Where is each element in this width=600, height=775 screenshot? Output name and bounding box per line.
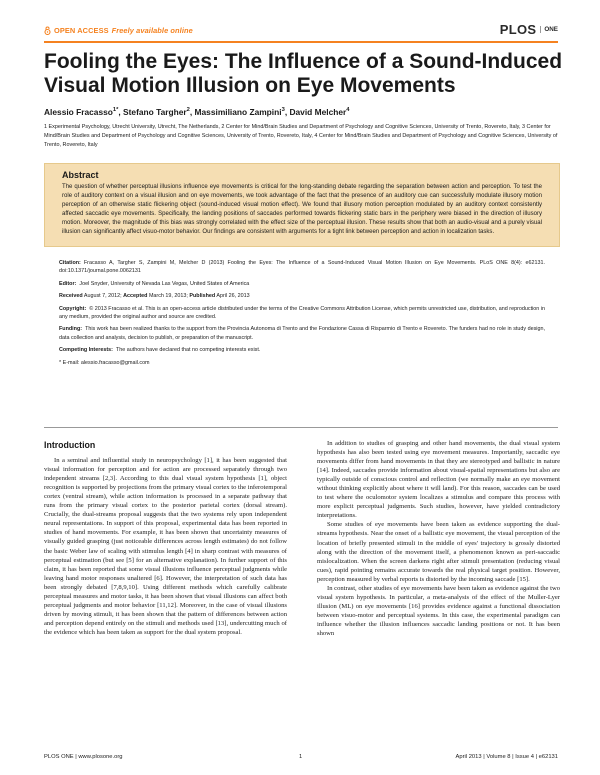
citation-block bbox=[59, 259, 545, 276]
plos-one-subtext: ONE bbox=[540, 26, 558, 33]
author-name[interactable]: Alessio Fracasso bbox=[44, 107, 113, 117]
competing-interests-block bbox=[59, 346, 545, 354]
abstract-text: The question of whether perceptual illusions influence eye movements is critical for the long-standing debate regarding the separation between action and perception. To test the role of auditory context on a visual illusion and on eye movements, we took advantage of the fact that the presence of an auditory cue can successfully modulate illusory motion perception of an otherwise static flickering object (sound-induced visual motion effect). We found that illusory motion perception modulated by an auditory context consistently affected saccadic eye movements. Specifically, the landing positions of saccades performed towards flickering static bars in the periphery were biased in the direction of illusory motion. Moreover, the magnitude of this bias was strongly correlated with the effect size of the perceptual illusion. These results show that both an audio-visual and a purely visual illusion can significantly affect visuo-motor behavior. Our findings are consistent with arguments for a tight link between perception and action in localization tasks. bbox=[62, 184, 542, 236]
funding-label: Funding: bbox=[59, 326, 83, 333]
open-access-badge bbox=[44, 26, 193, 35]
plos-logo-text: PLOS bbox=[499, 22, 537, 37]
section-divider bbox=[44, 427, 558, 428]
author-affiliation-mark: 3 bbox=[281, 107, 285, 114]
abstract-heading: Abstract bbox=[62, 170, 99, 180]
footer-issue-info: April 2013 | Volume 8 | Issue 4 | e62131 bbox=[455, 754, 558, 760]
copyright-label: Copyright: bbox=[59, 305, 87, 312]
copyright-text: © 2013 Fracasso et al. This is an open-access article distributed under the terms of the Creative Commons Attribution License, which permits unrestricted use, distribution, and reproduction in any medium, provided the original author and source are credited. bbox=[59, 305, 545, 321]
author-affiliation-mark: 1* bbox=[112, 107, 119, 114]
body-column-right bbox=[317, 439, 560, 638]
header-rule bbox=[44, 41, 558, 43]
received-date: August 7, 2012; bbox=[83, 293, 122, 300]
accepted-date: March 19, 2013; bbox=[148, 293, 188, 300]
published-date: April 26, 2013 bbox=[216, 293, 250, 300]
introduction-heading: Introduction bbox=[44, 440, 96, 450]
author-name[interactable]: David Melcher bbox=[289, 107, 347, 117]
body-paragraph: In addition to studies of grasping and other hand movements, the dual visual system hypothesis has also been tested using eye movement measures. Importantly, saccadic eye movements differ from hand movements in that they are stereotyped and ballistic in nature [14]. Indeed, saccades provide information about visual-spatial representations but also are typically outside of conscious control and reflection (we normally make an eye movement without thinking explicitly about where it will land). For this reason, saccades can be used to test where the oculomotor system localizes a stimulus and compare this process with more explicit perceptual judgments. Such studies, however, have yielded contradictory interpretations. bbox=[317, 440, 560, 520]
body-paragraph: In a seminal and influential study in neuropsychology [1], it has been suggested that visual information for perception and for action are processed separately through two independent streams [2,3]. According to this dual visual system hypothesis [1], object recognition is supported by projections from the primary visual cortex to the inferotemporal cortex (ventral stream), while action information is processed in a separate pathway that runs from the primary visual cortex to the posterior parietal cortex (dorsal stream). Crucially, the dual-streams proposal suggests that the two systems rely upon independent neural representations. In support of this proposal, experimental data has been reported in studies of hand movements. For example, it has been shown that uncertainty measures of visually guided grasping (just noticeable differences across length estimates) do not follow the basic Weber law of scaling with stimulus length [4] in sharp contrast with measures of perceptual estimation (but see [5] for an alternative explanation). In further support of this claim, it has been reported that some visual illusions influence perceptual judgments while leaving hand motor responses unaltered [6]. However, the interpretation of such data has been strongly debated [7,8,9,10]. Using different methods which carefully calibrate perceptual measures and motor tasks, it has been shown that visual illusions can affect both perceptual judgments and motor behavior [11,12]. Moreover, in the case of visual illusions driven by moving stimuli, it has been shown that the pattern of differences between action and perception depend entirely on the stimuli and methods used [13], undercutting much of the evidence which has been taken as support for the dual system proposal. bbox=[44, 457, 287, 636]
published-label: Published bbox=[189, 293, 216, 300]
article-title bbox=[44, 50, 564, 97]
affiliations: 1 Experimental Psychology, Utrecht University, Utrecht, The Netherlands, 2 Center for Mind/Brain Studies and Department of Psychology and Cognitive Sciences, University of Trento, Rovereto, Italy, 3 Center for Mind/Brain Studies and Department of Psychology and Cognitive Sciences, University of Trento, Rovereto, Italy, 4 Center for Mind/Brain Studies and Department of Psychology and Cognitive Sciences, University of Trento, Rovereto, Italy bbox=[44, 124, 558, 149]
editor-block bbox=[59, 280, 545, 288]
editor-text: Joel Snyder, University of Nevada Las Vegas, United States of America bbox=[79, 280, 250, 287]
author-affiliation-mark: 2 bbox=[186, 107, 190, 114]
footer-journal-url[interactable]: PLOS ONE | www.plosone.org bbox=[44, 754, 123, 760]
funding-block bbox=[59, 325, 545, 342]
author-name[interactable]: Stefano Targher bbox=[123, 107, 187, 117]
page-number: 1 bbox=[299, 754, 303, 760]
plos-one-logo[interactable] bbox=[500, 22, 558, 37]
received-label: Received bbox=[59, 293, 83, 300]
editor-label: Editor: bbox=[59, 280, 77, 287]
funding-text: This work has been realized thanks to the support from the Provincia Autonoma di Trento and the Fondazione Cassa di Risparmio di Trento e Rovereto. The funders had no role in study design, data collection and analysis, decision to publish, or preparation of the manuscript. bbox=[59, 326, 545, 341]
body-column-left bbox=[44, 441, 287, 637]
freely-available-label: Freely available online bbox=[111, 26, 193, 35]
open-access-lock-icon bbox=[44, 26, 51, 35]
competing-interests-text: The authors have declared that no competing interests exist. bbox=[115, 347, 261, 354]
email-line[interactable]: * E-mail: alessio.fracasso@gmail.com bbox=[59, 359, 150, 366]
author-affiliation-mark: 4 bbox=[346, 107, 350, 114]
dates-block bbox=[59, 292, 545, 300]
title-line-1: Fooling the Eyes: The Influence of a Sound-Induced bbox=[44, 50, 563, 73]
title-line-2: Visual Motion Illusion on Eye Movements bbox=[44, 73, 456, 97]
body-paragraph: Some studies of eye movements have been taken as evidence supporting the dual-streams hypothesis. Near the onset of a ballistic eye movement, the visual perception of the location of briefly presented stimuli in the middle of eyes' trajectory is grossly distorted along with the direction of the movement itself, a phenomenon known as peri-saccadic mislocalization. When the screen darkens right after stimuli presentation (reducing visual cues), rapid pointing remains accurate towards the real physical target position. However, perception measured by verbal reports is distorted by the incoming saccade [15]. bbox=[317, 521, 560, 583]
copyright-block bbox=[59, 305, 545, 322]
citation-text: Fracasso A, Targher S, Zampini M, Melcher D (2013) Fooling the Eyes: The Influence of a Sound-Induced Visual Motion Illusion on Eye Movements. PLoS ONE 8(4): e62131. doi:10.1371/journal.pone.0062131 bbox=[59, 260, 545, 275]
accepted-label: Accepted bbox=[123, 293, 148, 300]
article-metadata bbox=[59, 259, 545, 371]
body-paragraph: In contrast, other studies of eye movements have been taken as evidence against the two visual system hypothesis. In particular, a meta-analysis of the effect of the Muller-Lyer illusion (ML) on eye movements [16] provides evidence against a functional dissociation between visuo-motor and perceptual systems. In this case, the experimental paradigm can influence whether the illusion influences saccadic landing positions or not. It has been shown bbox=[317, 584, 560, 637]
author-list: Alessio Fracasso$^{1*}$, Stefano Targher$^2$, Massimiliano Zampini$^3$, David Melcher$^4$ bbox=[44, 107, 350, 117]
open-access-label: OPEN ACCESS bbox=[54, 26, 109, 35]
competing-interests-label: Competing Interests: bbox=[59, 347, 113, 354]
author-name[interactable]: Massimiliano Zampini bbox=[194, 107, 282, 117]
abstract-box bbox=[44, 163, 560, 247]
citation-label: Citation: bbox=[59, 260, 81, 266]
